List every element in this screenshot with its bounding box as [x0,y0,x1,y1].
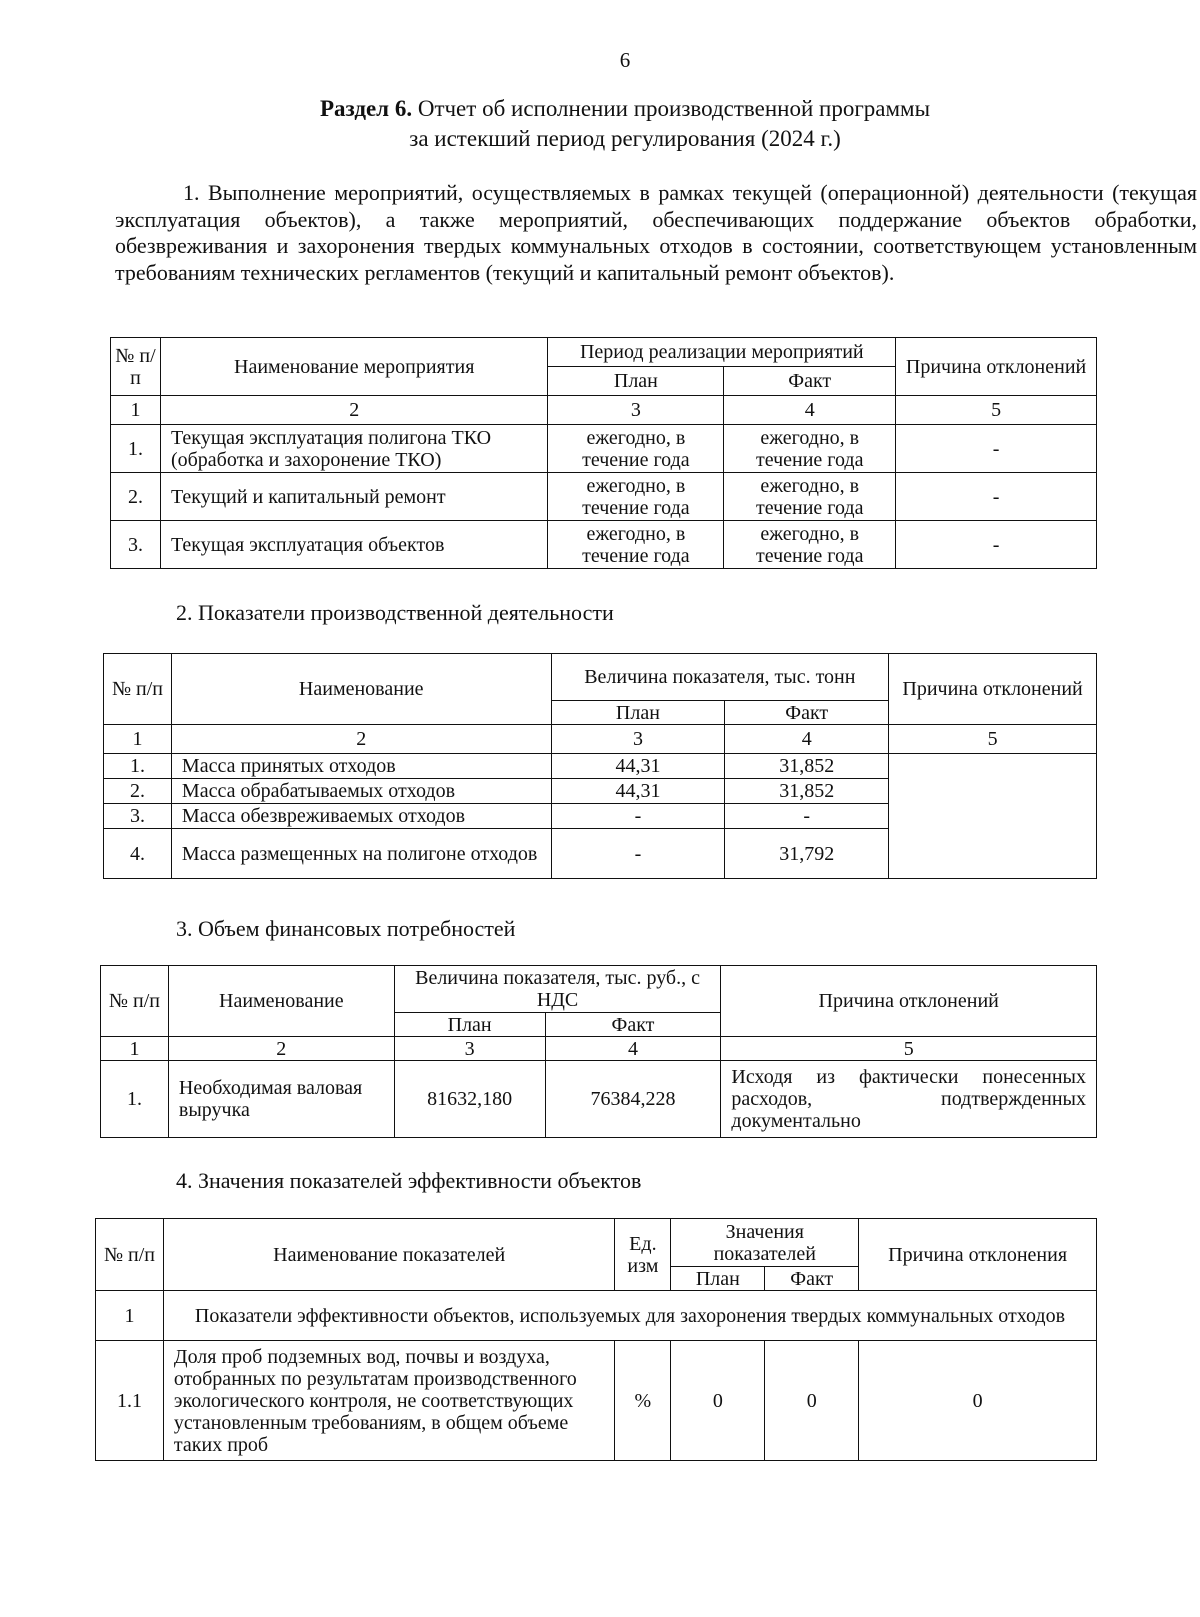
row-plan: ежегодно, в течение года [548,521,724,569]
table-row [96,1341,1097,1461]
header-reason: Причина отклонения [859,1219,1097,1291]
row-fact: ежегодно, в течение года [724,425,896,473]
col-number: 3 [551,725,725,754]
row-fact: 31,792 [725,829,889,879]
header-num: № п/п [96,1219,164,1291]
row-unit: % [615,1341,671,1461]
col-number: 5 [896,396,1097,425]
section4-title: 4. Значения показателей эффективности объектов [176,1168,642,1193]
row-name: Масса принятых отходов [171,754,551,779]
col-number: 5 [889,725,1097,754]
section3-title: 3. Объем финансовых потребностей [176,916,516,941]
row-plan: 44,31 [551,779,725,804]
row-num: 1.1 [96,1341,164,1461]
row-name: Масса обрабатываемых отходов [171,779,551,804]
row-num: 1. [104,754,172,779]
row-plan: ежегодно, в течение года [548,473,724,521]
table-row [104,754,1097,779]
header-num: № п/п [104,654,172,725]
header-values: Значения показателей [671,1219,859,1267]
header-fact: Факт [545,1013,721,1037]
table-efficiency [95,1218,1097,1461]
header-name: Наименование показателей [163,1219,614,1291]
row-plan: 44,31 [551,754,725,779]
table-row [111,425,1097,473]
col-number: 1 [104,725,172,754]
row-reason: - [896,425,1097,473]
row-plan: 0 [671,1341,765,1461]
table-production [103,653,1097,879]
title-line-2: за истекший период регулирования (2024 г.) [409,126,841,151]
header-plan: План [548,367,724,396]
group-row [96,1291,1097,1341]
row-name: Текущий и капитальный ремонт [160,473,548,521]
title-section-label: Раздел 6. [319,96,413,121]
section1-paragraph: 1. Выполнение мероприятий, осуществляемых в рамках текущей (операционной) деятельности (текущая эксплуатация объектов), а также мероприятий, обеспечивающих поддержание объектов обработки, обезвреживания и захоронения твердых коммунальных отходов в состоянии, соответствующем установленным требованиям технических регламентов (текущий и капитальный ремонт объектов). [115,180,1197,285]
table-financial [100,965,1097,1138]
row-reason: - [896,521,1097,569]
header-reason: Причина отклонений [896,338,1097,396]
header-plan: План [394,1013,545,1037]
row-fact: 31,852 [725,754,889,779]
table-activities [110,337,1097,569]
col-number: 4 [545,1037,721,1061]
group-num: 1 [96,1291,164,1341]
row-num: 2. [104,779,172,804]
row-name: Доля проб подземных вод, почвы и воздуха, отобранных по результатам производственного экологического контроля, не соответствующих установленным требованиям, в общем объеме таких проб [163,1341,614,1461]
col-number: 1 [101,1037,169,1061]
row-num: 4. [104,829,172,879]
col-number: 2 [168,1037,394,1061]
row-plan: - [551,829,725,879]
header-fact: Факт [765,1267,859,1291]
col-number: 3 [394,1037,545,1061]
row-num: 3. [111,521,161,569]
header-reason: Причина отклонений [889,654,1097,725]
row-fact: - [725,804,889,829]
row-name: Текущая эксплуатация полигона ТКО (обработка и захоронение ТКО) [160,425,548,473]
header-unit: Ед. изм [615,1219,671,1291]
row-plan: 81632,180 [394,1061,545,1138]
col-number: 2 [171,725,551,754]
row-name: Масса размещенных на полигоне отходов [171,829,551,879]
table-row [111,473,1097,521]
row-num: 1. [101,1061,169,1138]
section2-title: 2. Показатели производственной деятельности [176,600,614,625]
header-value: Величина показателя, тыс. тонн [551,654,889,701]
row-fact: 31,852 [725,779,889,804]
col-number: 1 [111,396,161,425]
row-reason: Исходя из фактически понесенных расходов, подтвержденных документально [721,1061,1097,1138]
row-reason: - [896,473,1097,521]
header-name: Наименование [171,654,551,725]
header-fact: Факт [725,701,889,725]
row-plan: ежегодно, в течение года [548,425,724,473]
page-title [0,94,1200,154]
row-num: 1. [111,425,161,473]
col-number: 5 [721,1037,1097,1061]
header-num: № п/п [101,966,169,1037]
header-plan: План [671,1267,765,1291]
header-plan: План [551,701,725,725]
table-row [101,1061,1097,1138]
row-name: Необходимая валовая выручка [168,1061,394,1138]
row-reason-empty [889,754,1097,879]
col-number: 2 [160,396,548,425]
row-name: Масса обезвреживаемых отходов [171,804,551,829]
header-value: Величина показателя, тыс. руб., с НДС [394,966,721,1013]
row-num: 2. [111,473,161,521]
col-number: 4 [725,725,889,754]
row-fact: ежегодно, в течение года [724,473,896,521]
header-name: Наименование мероприятия [160,338,548,396]
group-title: Показатели эффективности объектов, используемых для захоронения твердых коммунальных отходов [163,1291,1096,1341]
row-name: Текущая эксплуатация объектов [160,521,548,569]
header-reason: Причина отклонений [721,966,1097,1037]
col-number: 3 [548,396,724,425]
row-fact: ежегодно, в течение года [724,521,896,569]
page-number: 6 [619,48,631,72]
header-fact: Факт [724,367,896,396]
header-name: Наименование [168,966,394,1037]
title-line-1: Отчет об исполнении производственной программы [417,96,931,121]
table-row [111,521,1097,569]
row-fact: 0 [765,1341,859,1461]
row-num: 3. [104,804,172,829]
col-number: 4 [724,396,896,425]
row-plan: - [551,804,725,829]
row-reason: 0 [859,1341,1097,1461]
header-num: № п/п [111,338,161,396]
header-period: Период реализации мероприятий [548,338,896,367]
row-fact: 76384,228 [545,1061,721,1138]
